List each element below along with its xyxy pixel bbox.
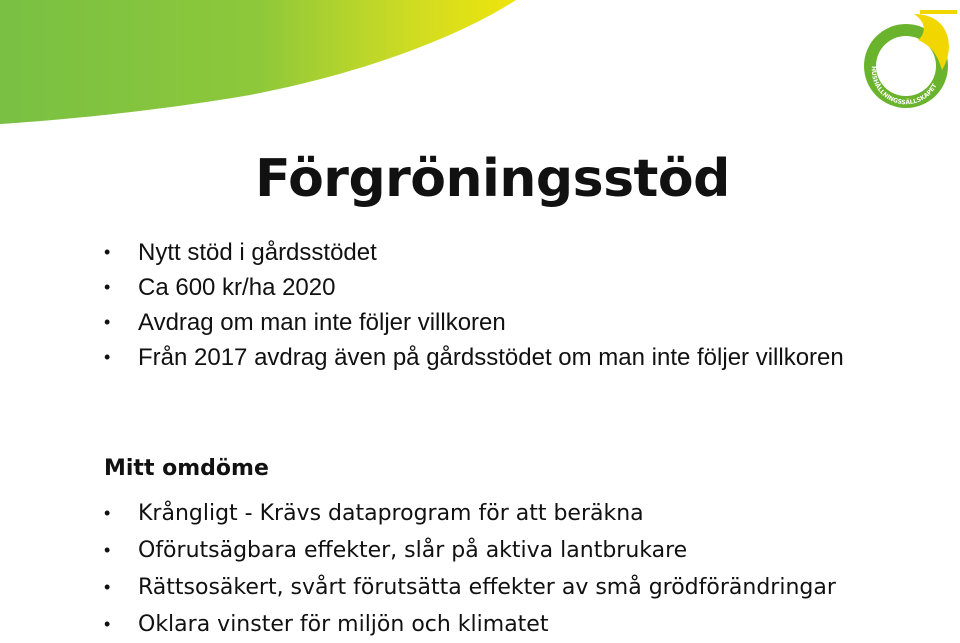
bullet-text: Nytt stöd i gårdsstödet xyxy=(138,239,377,266)
bullet-dot: • xyxy=(104,503,111,523)
bullet-dot: • xyxy=(104,277,111,297)
list-item xyxy=(104,235,858,270)
bullet-text: Avdrag om man inte följer villkoren xyxy=(138,309,506,336)
bullet-text: Oförutsägbara effekter, slår på aktiva lantbrukare xyxy=(138,538,688,563)
bullet-text: Ca 600 kr/ha 2020 xyxy=(138,274,336,301)
bullet-dot: • xyxy=(104,540,111,560)
header-banner xyxy=(0,0,960,130)
slide-title: Förgröningsstöd xyxy=(255,149,730,209)
hushallningssallskapet-logo-icon[interactable] xyxy=(862,8,958,112)
logo-text: HUSHÅLLNINGSSÄLLSKAPET xyxy=(869,65,939,107)
list-item xyxy=(104,495,938,532)
list-item xyxy=(104,305,858,340)
bullet-text: Krångligt - Krävs dataprogram för att beräkna xyxy=(138,501,644,526)
list-item xyxy=(104,569,938,606)
bullet-dot: • xyxy=(104,312,111,332)
opinion-heading: Mitt omdöme xyxy=(104,456,269,481)
list-item xyxy=(104,340,858,375)
bullet-dot: • xyxy=(104,577,111,597)
list-item xyxy=(104,606,938,643)
bullet-dot: • xyxy=(104,242,111,262)
list-item xyxy=(104,532,938,569)
bullet-dot: • xyxy=(104,614,111,634)
bullet-dot: • xyxy=(104,347,111,367)
list-item xyxy=(104,270,858,305)
opinion-bullet-list xyxy=(104,495,938,643)
main-bullet-list xyxy=(104,235,858,375)
bullet-text: Oklara vinster för miljön och klimatet xyxy=(138,612,549,637)
bullet-text: Från 2017 avdrag även på gårdsstödet om man inte följer villkoren xyxy=(138,344,844,371)
bullet-text: Rättsosäkert, svårt förutsätta effekter av små grödförändringar xyxy=(138,575,836,600)
